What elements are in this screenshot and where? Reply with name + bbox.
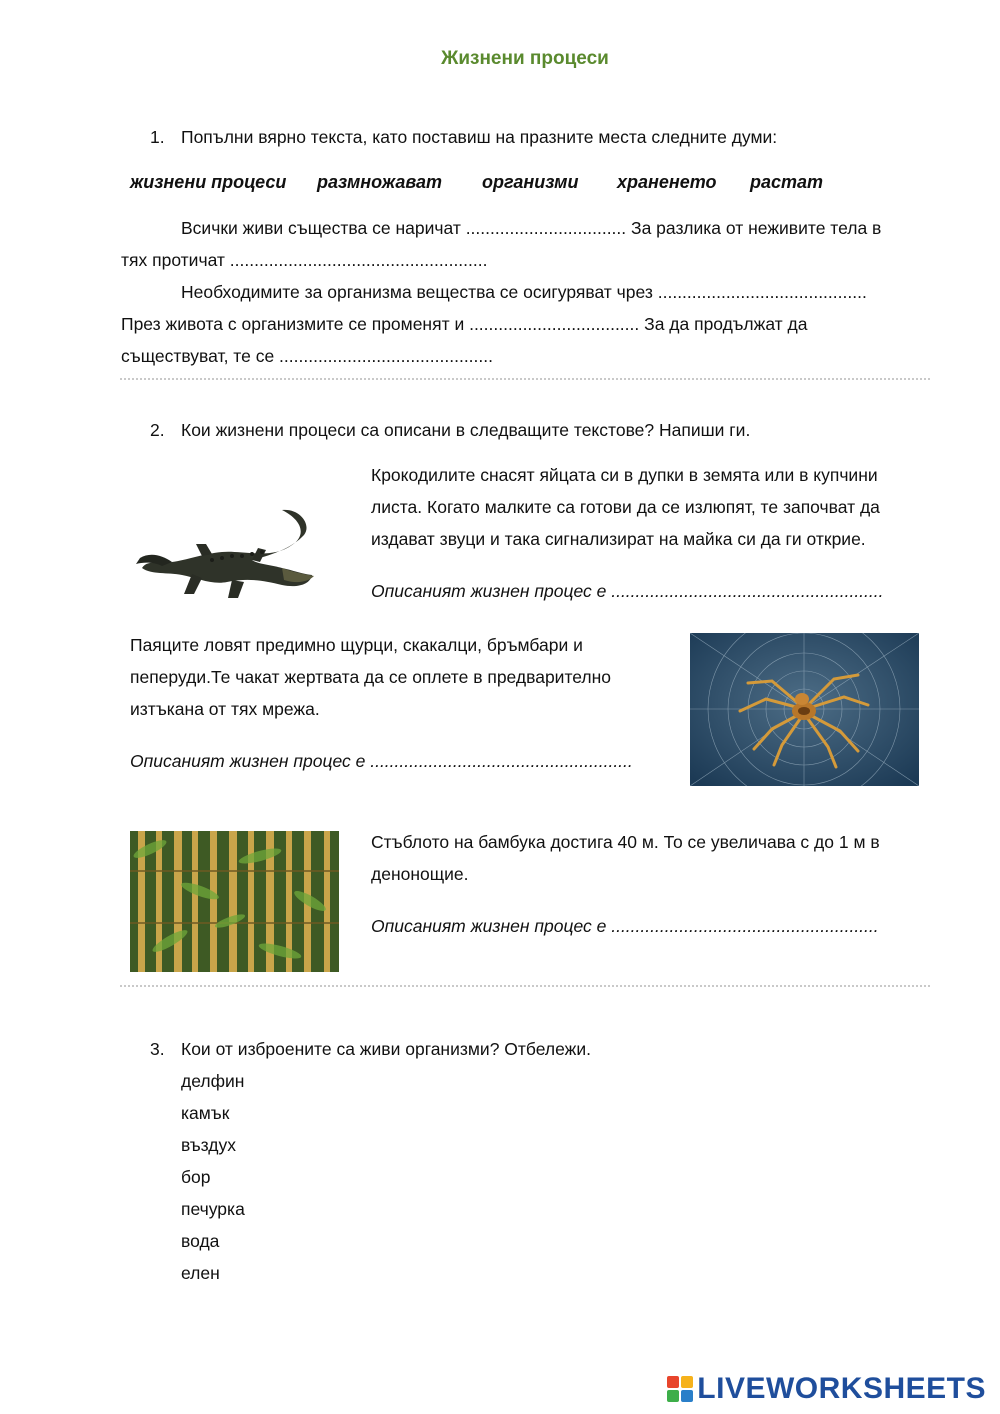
q1-number: 1. [150, 127, 165, 147]
q3-number: 3. [150, 1039, 165, 1059]
spider-description [130, 629, 611, 725]
section-divider [120, 378, 930, 380]
logo-block [667, 1376, 679, 1388]
q3-prompt: Кои от изброените са живи организми? Отбележи. [181, 1039, 591, 1059]
bamboo-answer-field[interactable]: Описаният жизнен процес е ....................................................... [371, 916, 879, 936]
q1-text-line[interactable]: Необходимите за организма вещества се осигуряват чрез ........................................... [181, 282, 867, 302]
organism-option[interactable]: елен [181, 1263, 220, 1283]
organism-option[interactable]: въздух [181, 1135, 237, 1155]
word-bank-item: организми [482, 172, 579, 192]
organism-option[interactable]: делфин [181, 1071, 245, 1091]
description-line: листа. Когато малките са готови да се излюпят, те започват да [371, 497, 880, 517]
logo-blocks-icon [667, 1376, 693, 1402]
q1-text-line[interactable]: През живота с организмите се променят и ................................... За да продължат да [121, 314, 808, 334]
q1-text-line[interactable]: Всички живи същества се наричат ................................. За разлика от неживите тела в [181, 218, 882, 238]
q1-text-line[interactable]: тях протичат ..................................................... [121, 250, 488, 270]
spider-answer-field[interactable]: Описаният жизнен процес е ...................................................... [130, 751, 633, 771]
organism-option[interactable]: печурка [181, 1199, 245, 1219]
description-line: изтъкана от тях мрежа. [130, 699, 320, 719]
description-line: Стъблото на бамбука достига 40 м. То се увеличава с до 1 м в [371, 832, 880, 852]
logo-block [667, 1390, 679, 1402]
crocodile-description [371, 459, 880, 555]
description-line: пеперуди.Те чакат жертвата да се оплете в предварително [130, 667, 612, 687]
description-line: Крокодилите снасят яйцата си в дупки в земята или в купчини [371, 465, 878, 485]
q2-prompt: Кои жизнени процеси са описани в следващите текстове? Напиши ги. [181, 420, 751, 440]
organism-option[interactable]: бор [181, 1167, 211, 1187]
description-line: Паяците ловят предимно щурци, скакалци, бръмбари и [130, 635, 583, 655]
description-line: издават звуци и така сигнализират на майка си да ги открие. [371, 529, 866, 549]
section-divider [120, 985, 930, 987]
crocodile-answer-field[interactable]: Описаният жизнен процес е ........................................................ [371, 581, 884, 601]
crocodile-image [132, 490, 320, 605]
word-bank-item: жизнени процеси [130, 172, 287, 192]
page-title: Жизнени процеси [441, 48, 609, 69]
logo-block [681, 1390, 693, 1402]
word-bank-item: храненето [617, 172, 717, 192]
bamboo-image [130, 831, 339, 972]
description-line: денонощие. [371, 864, 469, 884]
word-bank-item: растат [750, 172, 824, 192]
organism-option[interactable]: камък [181, 1103, 230, 1123]
q1-prompt: Попълни вярно текста, като поставиш на празните места следните думи: [181, 127, 778, 147]
liveworksheets-logo [667, 1372, 986, 1406]
q1-text-line[interactable]: съществуват, те се ............................................ [121, 346, 493, 366]
logo-text: LIVEWORKSHEETS [697, 1372, 986, 1405]
organism-option[interactable]: вода [181, 1231, 220, 1251]
bamboo-description [371, 826, 880, 890]
q2-number: 2. [150, 420, 165, 440]
word-bank-item: размножават [317, 172, 443, 192]
logo-block [681, 1376, 693, 1388]
spider-image [690, 633, 919, 786]
